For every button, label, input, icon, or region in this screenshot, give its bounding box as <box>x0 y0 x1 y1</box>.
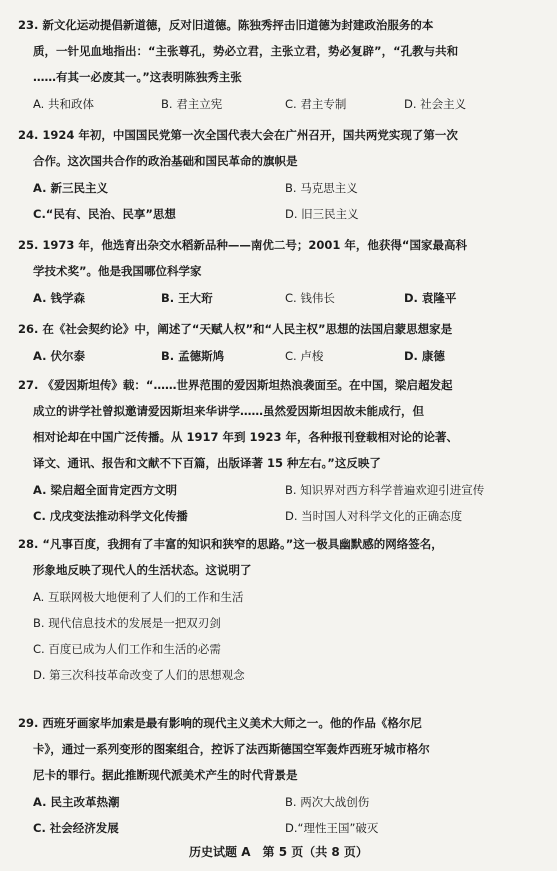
option-b[interactable]: B. 现代信息技术的发展是一把双刃剑 <box>33 616 221 630</box>
option-d[interactable]: D.“理性王国”破灭 <box>285 821 379 835</box>
stem-line: 形象地反映了现代人的生活状态。这说明了 <box>33 563 252 577</box>
option-c[interactable]: C. 社会经济发展 <box>33 821 119 835</box>
option-d[interactable]: D. 康德 <box>404 349 445 363</box>
question-stem <box>18 372 543 476</box>
option-a[interactable]: A. 共和政体 <box>33 97 94 111</box>
question-number: 29. <box>18 716 39 730</box>
option-b[interactable]: B. 王大珩 <box>161 291 213 305</box>
option-c[interactable]: C. 卢梭 <box>285 349 324 363</box>
options-row <box>18 635 543 661</box>
option-a[interactable]: A. 梁启超全面肯定西方文明 <box>33 483 177 497</box>
options-row <box>18 284 543 312</box>
options-row <box>18 583 543 609</box>
question-number: 28. <box>18 537 39 551</box>
stem-line: 《爱因斯坦传》载：“……世界范围的爱因斯坦热浪袭面至。在中国，梁启超发起 <box>42 378 453 392</box>
options-row <box>18 609 543 635</box>
question-number: 27. <box>18 378 39 392</box>
option-b[interactable]: B. 两次大战创伤 <box>285 795 370 809</box>
question-25 <box>18 232 543 312</box>
option-c[interactable]: C. 戊戌变法推动科学文化传播 <box>33 509 188 523</box>
options-row <box>18 814 543 840</box>
stem-line: 1924 年初，中国国民党第一次全国代表大会在广州召开，国共两党实现了第一次 <box>42 128 458 142</box>
question-stem <box>18 232 543 284</box>
option-d[interactable]: D. 袁隆平 <box>404 291 457 305</box>
options-row <box>18 661 543 687</box>
stem-line: ……有其一必废其一。”这表明陈独秀主张 <box>33 70 242 84</box>
options-row <box>18 476 543 502</box>
question-number: 26. <box>18 322 39 336</box>
option-c[interactable]: C. 钱伟长 <box>285 291 335 305</box>
options-row <box>18 200 543 226</box>
question-27 <box>18 372 543 528</box>
question-stem <box>18 710 543 788</box>
stem-line: 在《社会契约论》中，阐述了“天赋人权”和“人民主权”思想的法国启蒙思想家是 <box>42 322 453 336</box>
stem-line: 学技术奖”。他是我国哪位科学家 <box>33 264 202 278</box>
question-29 <box>18 710 543 840</box>
option-a[interactable]: A. 民主改革热潮 <box>33 795 120 809</box>
question-number: 25. <box>18 238 39 252</box>
option-a[interactable]: A. 互联网极大地便利了人们的工作和生活 <box>33 590 244 604</box>
question-number: 24. <box>18 128 39 142</box>
options-row <box>18 174 543 200</box>
stem-line: 尼卡的罪行。据此推断现代派美术产生的时代背景是 <box>33 768 298 782</box>
option-b[interactable]: B. 马克思主义 <box>285 181 358 195</box>
stem-line: 1973 年，他选育出杂交水稻新品种——南优二号；2001 年，他获得“国家最高科 <box>42 238 467 252</box>
options-row <box>18 90 543 118</box>
question-stem <box>18 12 543 90</box>
stem-line: 合作。这次国共合作的政治基础和国民革命的旗帜是 <box>33 154 298 168</box>
question-stem <box>18 316 543 342</box>
stem-line: 成立的讲学社曾拟邀请爱因斯坦来华讲学……虽然爱因斯坦因故未能成行，但 <box>33 404 424 418</box>
stem-line: “凡事百度，我拥有了丰富的知识和狭窄的思路。”这一极具幽默感的网络签名， <box>42 537 443 551</box>
option-d[interactable]: D. 社会主义 <box>404 97 467 111</box>
question-24 <box>18 122 543 226</box>
option-c[interactable]: C. 君主专制 <box>285 97 347 111</box>
option-b[interactable]: B. 知识界对西方科学普遍欢迎引进宣传 <box>285 483 485 497</box>
option-a[interactable]: A. 新三民主义 <box>33 181 108 195</box>
question-28 <box>18 531 543 687</box>
options-row <box>18 342 543 370</box>
stem-line: 西班牙画家毕加索是最有影响的现代主义美术大师之一。他的作品《格尔尼 <box>42 716 422 730</box>
option-a[interactable]: A. 伏尔泰 <box>33 349 85 363</box>
question-stem <box>18 531 543 583</box>
stem-line: 卡》，通过一系列变形的图案组合，控诉了法西斯德国空军轰炸西班牙城市格尔 <box>33 742 430 756</box>
stem-line: 质，一针见血地指出：“主张尊孔，势必立君，主张立君，势必复辟”，“孔教与共和 <box>33 44 459 58</box>
option-b[interactable]: B. 君主立宪 <box>161 97 223 111</box>
stem-line: 相对论却在中国广泛传播。从 1917 年到 1923 年，各种报刊登载相对论的论著、 <box>33 430 459 444</box>
option-d[interactable]: D. 第三次科技革命改变了人们的思想观念 <box>33 668 245 682</box>
stem-line: 译文、通讯、报告和文献不下百篇，出版译著 15 种左右。”这反映了 <box>33 456 381 470</box>
options-row <box>18 502 543 528</box>
option-b[interactable]: B. 孟德斯鸠 <box>161 349 225 363</box>
option-d[interactable]: D. 旧三民主义 <box>285 207 359 221</box>
option-c[interactable]: C. 百度已成为人们工作和生活的必需 <box>33 642 221 656</box>
question-number: 23. <box>18 18 39 32</box>
option-d[interactable]: D. 当时国人对科学文化的正确态度 <box>285 509 463 523</box>
options-row <box>18 788 543 814</box>
question-26 <box>18 316 543 370</box>
page-footer: 历史试题 A 第 5 页（共 8 页） <box>189 845 368 859</box>
question-stem <box>18 122 543 174</box>
option-a[interactable]: A. 钱学森 <box>33 291 85 305</box>
stem-line: 新文化运动提倡新道德，反对旧道德。陈独秀抨击旧道德为封建政治服务的本 <box>42 18 434 32</box>
option-c[interactable]: C.“民有、民治、民享”思想 <box>33 207 176 221</box>
question-23 <box>18 12 543 118</box>
